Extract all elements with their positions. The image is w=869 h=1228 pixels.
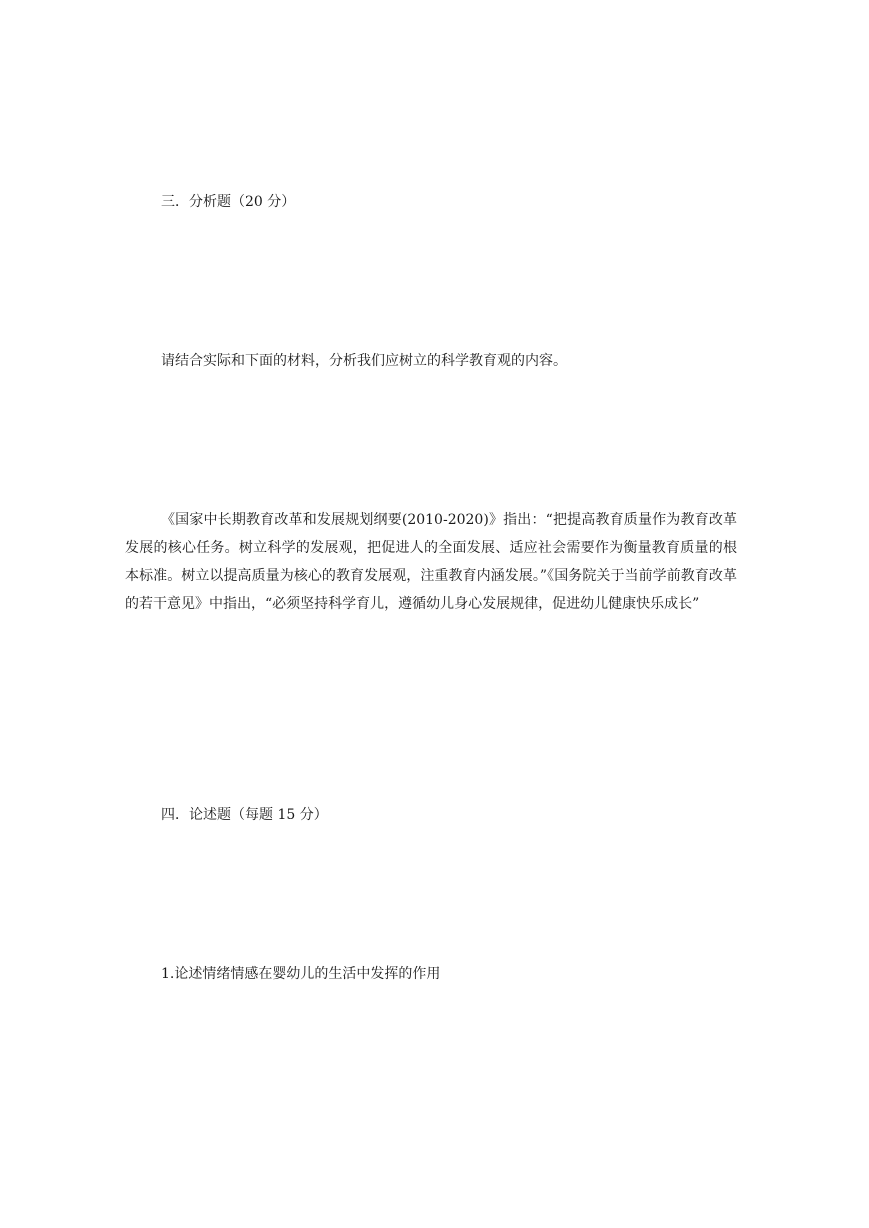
section-3-prompt: 请结合实际和下面的材料，分析我们应树立的科学教育观的内容。 [161,353,567,369]
section-3-heading: 三．分析题（20 分） [161,194,296,210]
section-4-question-1: 1.论述情绪情感在婴幼儿的生活中发挥的作用 [161,966,441,982]
section-3-material-paragraph: 《国家中长期教育改革和发展规划纲要(2010-2020)》指出：“把提高教育质量作为教育改革发展的核心任务。树立科学的发展观，把促进人的全面发展、适应社会需要作为衡量教育质量的根本标准。树立以提高质量为核心的教育发展观，注重教育内涵发展。”《国务院关于当前学前教育改革的若干意见》中指出，“必须坚持科学育儿，遵循幼儿身心发展规律，促进幼儿健康快乐成长” [125,512,737,612]
section-4-heading: 四．论述题（每题 15 分） [161,807,328,823]
